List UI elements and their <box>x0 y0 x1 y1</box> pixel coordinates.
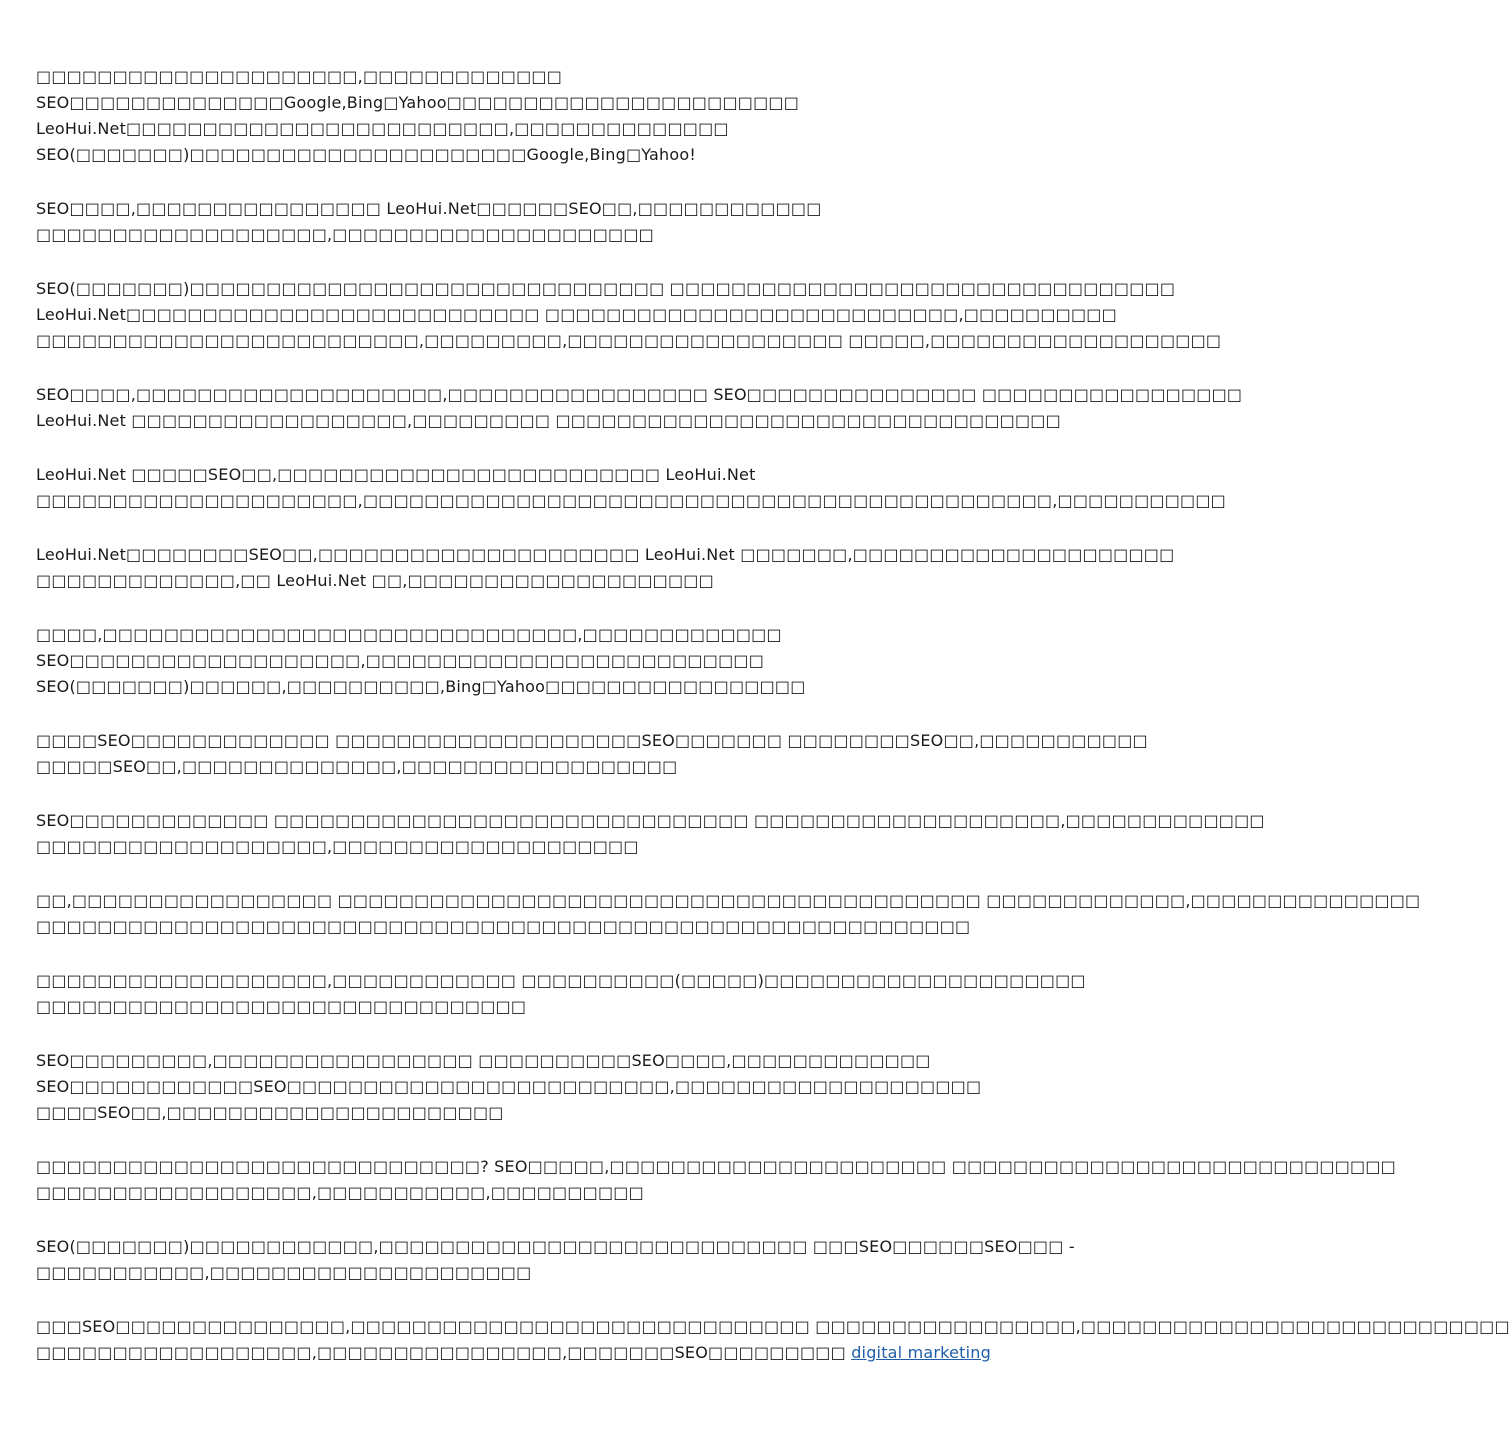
text-line: □□□□□□□□□□□□□□□□□□□□□□□□□□□□□? SEO□□□□□,□□□□□□□□□□□□□□□□□□□□□□ □□□□□□□□□□□□□□□□□□□□□□□□□□□□□ <box>36 1157 1396 1176</box>
text-line: □□□□□□□□□□□□□□□□□□□□□,□□□□□□□□□□□□□ <box>36 67 563 86</box>
text-line: □□□□,□□□□□□□□□□□□□□□□□□□□□□□□□□□□□□□,□□□□□□□□□□□□□ <box>36 625 782 644</box>
text-line: LeoHui.Net □□□□□SEO□□,□□□□□□□□□□□□□□□□□□□□□□□□□ LeoHui.Net <box>36 465 756 484</box>
paragraph <box>36 1154 1396 1206</box>
paragraph <box>36 1314 1510 1366</box>
text-line: SEO□□□□□□□□□,□□□□□□□□□□□□□□□□□ □□□□□□□□□□SEO□□□□,□□□□□□□□□□□□□ <box>36 1051 931 1070</box>
text-line: □□□□□□□□□□□,□□□□□□□□□□□□□□□□□□□□□ <box>36 1263 532 1282</box>
document-body <box>36 64 1510 1394</box>
paragraph <box>36 196 988 248</box>
paragraph <box>36 622 988 700</box>
text-line: SEO□□□□□□□□□□□□□□□□□□□,□□□□□□□□□□□□□□□□□□□□□□□□□□ <box>36 651 765 670</box>
text-line: □□□□□□□□□□□□□□□□□□□□□□□□□□□□□□□□ <box>36 997 527 1016</box>
text-line: SEO□□□□□□□□□□□□SEO□□□□□□□□□□□□□□□□□□□□□□□□□,□□□□□□□□□□□□□□□□□□□□ <box>36 1077 982 1096</box>
text-line: □□,□□□□□□□□□□□□□□□□□ □□□□□□□□□□□□□□□□□□□□□□□□□□□□□□□□□□□□□□□□□□ □□□□□□□□□□□□□,□□□□□□□□□□□□□□□ <box>36 891 1421 910</box>
paragraph <box>36 808 1265 860</box>
text-line: □□□□SEO□□□□□□□□□□□□□ □□□□□□□□□□□□□□□□□□□□SEO□□□□□□□ □□□□□□□□SEO□□,□□□□□□□□□□□ <box>36 731 1148 750</box>
text-line: SEO(□□□□□□□)□□□□□□□□□□□□□□□□□□□□□□Google,Bing□Yahoo! <box>36 145 696 164</box>
text-line: SEO□□□□,□□□□□□□□□□□□□□□□□□□□,□□□□□□□□□□□□□□□□□ SEO□□□□□□□□□□□□□□□ □□□□□□□□□□□□□□□□□ <box>36 385 1243 404</box>
text-line: □□□□SEO□□,□□□□□□□□□□□□□□□□□□□□□□ <box>36 1103 504 1122</box>
text-line: □□□□□□□□□□□□□□□□□□□,□□□□□□□□□□□□ □□□□□□□□□□(□□□□□)□□□□□□□□□□□□□□□□□□□□□ <box>36 971 1086 990</box>
text-line: □□□□□□□□□□□□□□□□□□□□□,□□□□□□□□□□□□□□□□□□□□□□□□□□□□□□□□□□□□□□□□□□□□□,□□□□□□□□□□□ <box>36 491 1226 510</box>
text-line: □□□□□□□□□□□□□□□□□□□□□□□□□,□□□□□□□□□,□□□□□□□□□□□□□□□□□□ □□□□□,□□□□□□□□□□□□□□□□□□□ <box>36 331 1222 350</box>
paragraph <box>36 1234 1075 1286</box>
text-line: LeoHui.Net□□□□□□□□□□□□□□□□□□□□□□□□□,□□□□□□□□□□□□□□ <box>36 119 729 138</box>
text-line: □□□□□□□□□□□□□□□□□□□,□□□□□□□□□□□□□□□□□□□□□ <box>36 225 654 244</box>
paragraph <box>36 1048 988 1126</box>
paragraph <box>36 542 1175 594</box>
text-line: □□□□□□□□□□□□□□□□□□□□□□□□□□□□□□□□□□□□□□□□□□□□□□□□□□□□□□□□□□□□□ <box>36 917 971 936</box>
paragraph <box>36 382 1243 434</box>
text-line: □□□□□□□□□□□□□,□□ LeoHui.Net □□,□□□□□□□□□□□□□□□□□□□□ <box>36 571 714 590</box>
text-line: LeoHui.Net □□□□□□□□□□□□□□□□□□,□□□□□□□□□ □□□□□□□□□□□□□□□□□□□□□□□□□□□□□□□□□ <box>36 411 1061 430</box>
paragraph <box>36 888 1421 940</box>
paragraph <box>36 968 1086 1020</box>
paragraph <box>36 276 1222 354</box>
text-line: LeoHui.Net□□□□□□□□□□□□□□□□□□□□□□□□□□□ □□□□□□□□□□□□□□□□□□□□□□□□□□□,□□□□□□□□□□ <box>36 305 1117 324</box>
text-line: SEO(□□□□□□□)□□□□□□,□□□□□□□□□□,Bing□Yahoo□□□□□□□□□□□□□□□□□ <box>36 677 806 696</box>
text-line: SEO(□□□□□□□)□□□□□□□□□□□□□□□□□□□□□□□□□□□□□□□ □□□□□□□□□□□□□□□□□□□□□□□□□□□□□□□□□ <box>36 279 1176 298</box>
text-line: SEO□□□□,□□□□□□□□□□□□□□□□ LeoHui.Net□□□□□□SEO□□,□□□□□□□□□□□□ <box>36 199 822 218</box>
text-line: □□□□□□□□□□□□□□□□□□,□□□□□□□□□□□,□□□□□□□□□□ <box>36 1183 644 1202</box>
text-line: SEO□□□□□□□□□□□□□□Google,Bing□Yahoo□□□□□□□□□□□□□□□□□□□□□□□ <box>36 93 800 112</box>
paragraph <box>36 462 1226 514</box>
text-line: SEO(□□□□□□□)□□□□□□□□□□□□,□□□□□□□□□□□□□□□□□□□□□□□□□□□□ □□□SEO□□□□□□SEO□□□ - <box>36 1237 1075 1256</box>
text-line: □□□SEO□□□□□□□□□□□□□□□,□□□□□□□□□□□□□□□□□□□□□□□□□□□□□□ □□□□□□□□□□□□□□□□□,□□□□□□□□□□□□□□□□□□□□□□□□□□□□ <box>36 1317 1510 1336</box>
text-line: LeoHui.Net□□□□□□□□SEO□□,□□□□□□□□□□□□□□□□□□□□□ LeoHui.Net □□□□□□□,□□□□□□□□□□□□□□□□□□□□□ <box>36 545 1175 564</box>
text-line: SEO□□□□□□□□□□□□□ □□□□□□□□□□□□□□□□□□□□□□□□□□□□□□□ □□□□□□□□□□□□□□□□□□□□,□□□□□□□□□□□□□ <box>36 811 1265 830</box>
paragraph <box>36 728 1148 780</box>
text-line: □□□□□□□□□□□□□□□□□□□,□□□□□□□□□□□□□□□□□□□□ <box>36 837 639 856</box>
text-line: □□□□□SEO□□,□□□□□□□□□□□□□□,□□□□□□□□□□□□□□□□□□ <box>36 757 678 776</box>
text-line <box>36 1340 991 1366</box>
paragraph <box>36 64 988 168</box>
digital-marketing-link[interactable]: digital marketing <box>851 1343 991 1362</box>
text-fragment: □□□□□□□□□□□□□□□□□□,□□□□□□□□□□□□□□□□,□□□□□□□SEO□□□□□□□□□ <box>36 1343 846 1362</box>
